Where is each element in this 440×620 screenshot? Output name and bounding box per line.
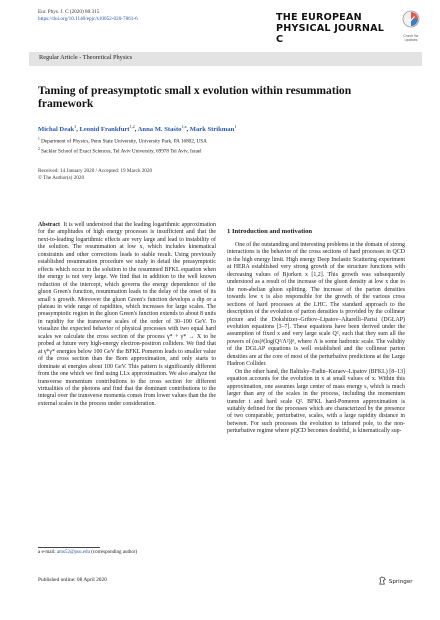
paragraph: One of the outstanding and interesting problems in the domain of strong interactions is the behavior of the cross sections of hard processes in QCD in the high energy limit. High energy Deep Inelastic Scattering experiment at HERA established very strong growth of the structure functions with decreasing values of Bjorken x [1,2]. This growth was subsequently understood as a result of the increase of the gluon density at low x due to the non-abelian gluon splitting. The increase of the parton densities towards low x is also responsible for the growth of the various cross sections of hard processes at the LHC. The standard approach to the description of the evolution of parton densities is provided by the collinear picture and the Dokshitzer–Gribov–Lipatov–Altarelli–Parisi (DGLAP) evolution equations [3–7]. These equations have been derived under the assumption of fixed x and very large scale Q², such that they sum all the powers of (αs)ⁿ(log(Q²/Λ²))ⁿ, where Λ is some hadronic scale. The validity of the DGLAP equations is well established and the collinear parton densities are at the core of most of the perturbative predictions at the Large Hadron Collider. [227, 242, 405, 368]
author-affil-sup: 1 [74, 124, 77, 129]
crossmark-badge[interactable] [398, 10, 424, 42]
publisher-name: Springer [388, 579, 413, 585]
abstract-heading: Abstract [38, 222, 60, 228]
author-list: Michal Deak$^1$, Leonid Frankfurt$^{1,2}$, Anna M. Staśto$^{1,a}$, Mark Strikman$^1$ [38, 124, 237, 134]
publication-dates [38, 168, 152, 182]
journal-name-line1: THE EUROPEAN [276, 12, 362, 23]
journal-citation: Eur. Phys. J. C (2020) 80:315 [38, 9, 100, 15]
author-name[interactable]: Leonid Frankfurt [79, 126, 130, 134]
author-name[interactable]: Anna M. Staśto [137, 126, 182, 134]
affiliation-item: $^2$ Sackler School of Exact Sciences, Tel Aviv University, 69978 Tel Aviv, Israel [38, 146, 202, 155]
affiliations [38, 136, 207, 155]
introduction-body [227, 242, 405, 436]
author-affil-sup: 1 [234, 124, 237, 129]
copyright: © The Author(s) 2020 [38, 175, 85, 181]
affiliation-item: $^1$ Department of Physics, Penn State University, University Park, PA 16802, USA [38, 137, 207, 145]
paragraph: On the other hand, the Balitsky–Fadin–Kuraev–Lipatov (BFKL) [8–13] equation accounts for the evolution in x at small values of x. Within this approximation, one assumes large center of mass energy s, which is much larger than any of the scales in the process, including the momentum transfer t and hard scale Q². BFKL hard-Pomeron approximation is suitably defined for the processes which are characterized by the presence of two comparable, perturbative, scales, with a large rapidity distance in between. For such processes the evolution to infrared pole, to the non-perturbative regime where pQCD becomes doubtful, is kinematically sup- [227, 368, 405, 435]
springer-horse-icon [378, 576, 387, 585]
abstract [38, 222, 216, 408]
author-affil-sup: 1,a [181, 124, 187, 129]
footnote-suffix: (corresponding author) [91, 550, 138, 555]
footnote-rule [38, 547, 100, 548]
author-affil-sup: 1,2 [129, 124, 135, 129]
citation-header [38, 9, 138, 23]
paper-title: Taming of preasymptotic small x evolution within resummation framework [38, 84, 352, 110]
abstract-text: It is well understood that the leading logarithmic approximation for the amplitudes of high energy processes is insufficient and that the next-to-leading logarithmic effects are very large and lead to instability of the solution. The resummation at low x, which includes kinematical constraints and other corrections leads to stable result. Using previously established resummation procedure we study in detail the preasymptotic effects which occur in the solution to the resummed BFKL equation when the energy is not very large. We find that in addition to the well known reduction of the intercept, which governs the energy dependence of the gluon Green's function, resummation leads to the delay of the onset of its small x growth. Moreover the gluon Green's function develops a dip or a plateau in wide range of rapidities, which increases for large scales. The preasymptotic region in the gluon Green's function extends to about 8 units in rapidity for the transverse scales of the order of 30–100 GeV. To visualize the expected behavior of physical processes with two equal hard scales we calculate the cross section of the process γ* + γ* → X to be probed at future very high-energy electron-positron colliders. We find that at γ*γ* energies below 100 GeV the BFKL Pomeron leads to smaller value of the cross section than the Born approximation, and only starts to dominate at energies about 100 GeV. This pattern is significantly different from the one which we find using LLx approximation. We also analyze the transverse momentum contributions to the cross section for different virtualities of the photons and find that the dominant contributions to the integral over the transverse momenta comes from lower values than the the external scales in the process under consideration. [38, 222, 216, 407]
crossmark-label: Check for updates [403, 34, 419, 42]
journal-name-line2: PHYSICAL JOURNAL C [276, 23, 385, 45]
section-heading: 1 Introduction and motivation [227, 228, 313, 235]
article-type-banner [29, 52, 422, 66]
author-name[interactable]: Mark Strikman [189, 126, 235, 134]
author-name[interactable]: Michal Deak [38, 126, 75, 134]
doi-link[interactable]: https://doi.org/10.1140/epjc/s10052-020-7861-6 [38, 16, 138, 22]
crossmark-icon [398, 10, 424, 28]
footnote [38, 550, 137, 555]
footnote-label: a e-mail: [38, 550, 56, 555]
journal-logo [276, 12, 392, 45]
received-accepted: Received: 14 January 2020 / Accepted: 19 March 2020 [38, 168, 153, 174]
email-link[interactable]: ams52@psu.edu [56, 550, 90, 555]
publisher-logo [378, 576, 413, 585]
published-online: Published online: 08 April 2020 [38, 577, 107, 583]
article-type-label: Regular Article - Theoretical Physics [39, 54, 133, 61]
